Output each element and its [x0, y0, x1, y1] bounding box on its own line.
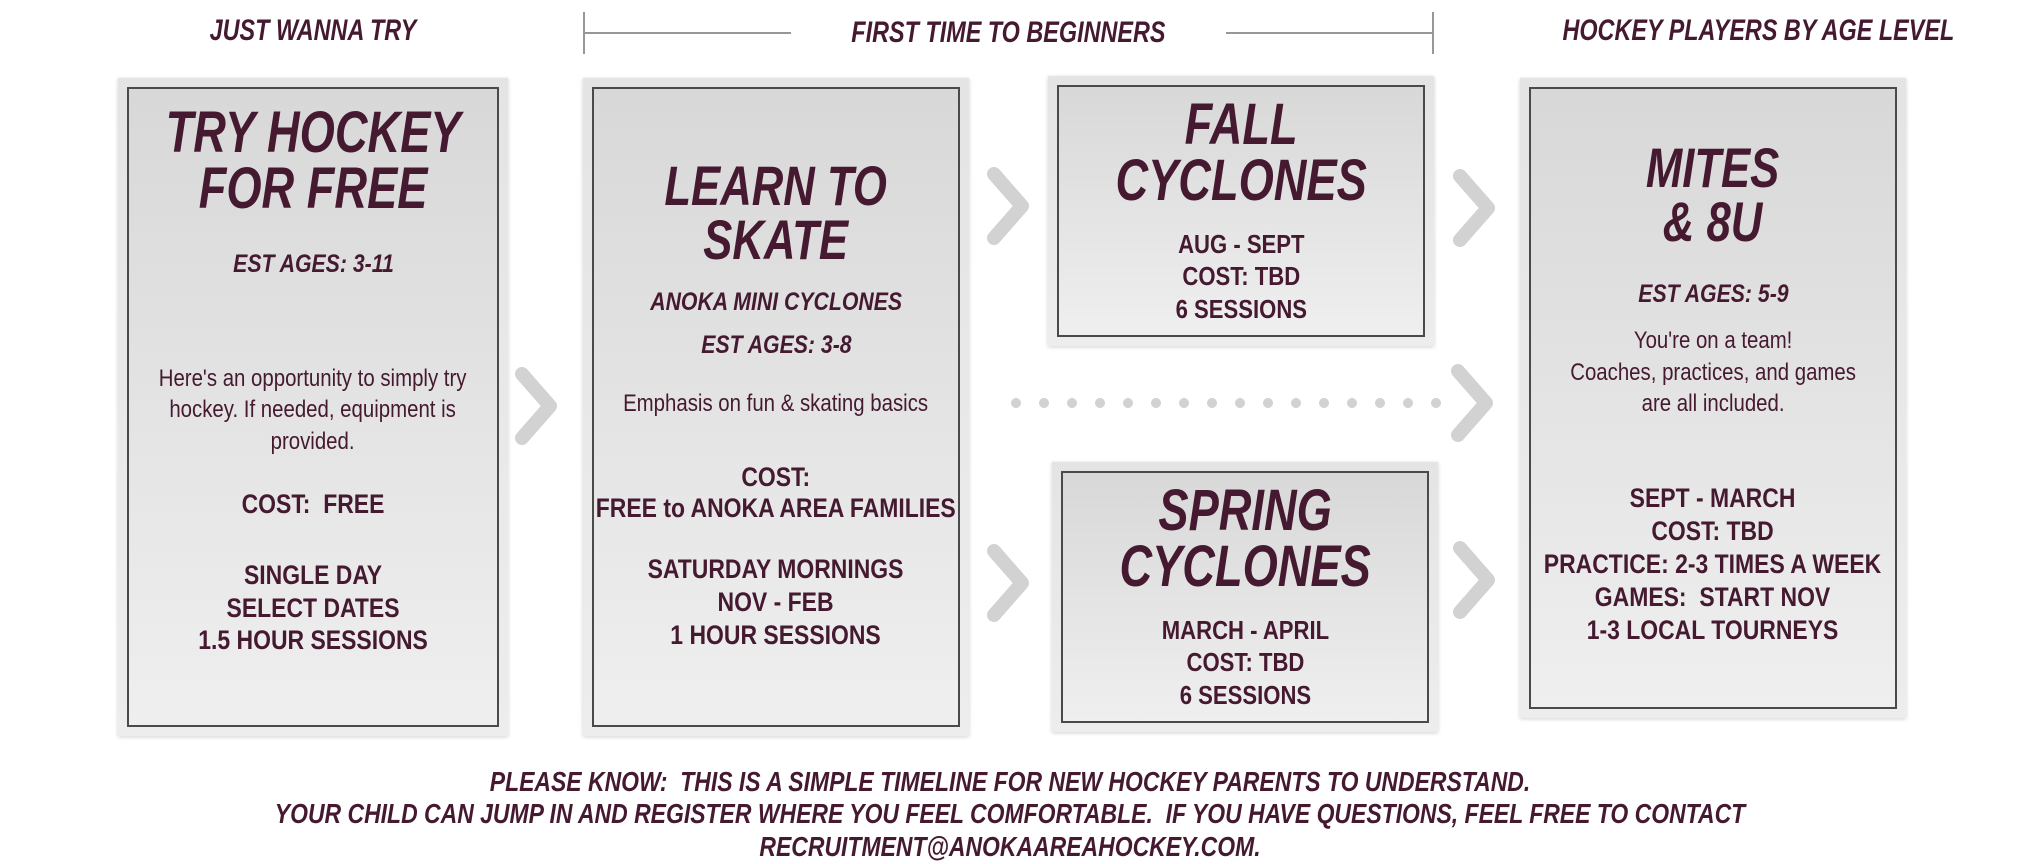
card-spring-title-line2: CYCLONES: [1119, 534, 1371, 600]
arrow-right-icon: [1452, 540, 1496, 620]
dotted-connector-line: [1002, 397, 1448, 409]
arrow-right-icon: [986, 543, 1030, 623]
description-line: Coaches, practices, and games: [1570, 358, 1856, 386]
card-try-hockey-title-line1: TRY HOCKEY: [165, 100, 461, 165]
card-learn-title-line2: SKATE: [703, 208, 849, 272]
detail-line: 6 SESSIONS: [1179, 679, 1311, 710]
card-spring-cyclones: [1052, 462, 1438, 732]
card-learn-to-skate: [583, 78, 969, 736]
card-spring-details: [1147, 614, 1344, 712]
bracket-line-left: [585, 32, 791, 34]
header-just-wanna-try-label: JUST WANNA TRY: [209, 14, 417, 47]
card-fall-title: [1080, 92, 1402, 214]
card-try-hockey-cost: [229, 488, 397, 520]
card-mites-description: [1545, 325, 1881, 421]
cost-line: FREE to ANOKA AREA FAMILIES: [596, 493, 956, 524]
detail-line: GAMES: START NOV: [1595, 582, 1831, 613]
card-try-hockey-ages-label: EST AGES: 3-11: [232, 249, 394, 278]
header-hockey-players: [1520, 14, 1955, 48]
description-line: are all included.: [1641, 390, 1785, 418]
card-fall-details: [1164, 228, 1319, 326]
card-learn-subtitle-label: ANOKA MINI CYCLONES: [650, 287, 902, 316]
card-try-hockey-cost-label: COST: FREE: [241, 489, 385, 520]
first-time-bracket: [583, 12, 1434, 54]
card-try-hockey-details: [178, 559, 448, 658]
arrow-right-icon: [514, 366, 558, 446]
detail-line: SEPT - MARCH: [1630, 483, 1796, 514]
detail-line: 6 SESSIONS: [1175, 293, 1307, 324]
detail-line: AUG - SEPT: [1177, 228, 1305, 259]
detail-line: MARCH - APRIL: [1161, 614, 1329, 645]
detail-line: COST: TBD: [1182, 261, 1300, 291]
header-first-time: [807, 16, 1210, 50]
arrow-right-icon: [1450, 363, 1494, 443]
detail-line: PRACTICE: 2-3 TIMES A WEEK: [1544, 549, 1882, 580]
detail-line: 1 HOUR SESSIONS: [670, 620, 882, 651]
card-fall-title-line2: CYCLONES: [1115, 148, 1367, 214]
card-try-hockey-title-line2: FOR FREE: [198, 156, 428, 222]
card-try-hockey-description: [133, 363, 493, 459]
detail-line: SATURDAY MORNINGS: [648, 554, 904, 585]
description-line: You're on a team!: [1633, 326, 1793, 354]
card-spring-title-line1: SPRING: [1158, 478, 1332, 543]
card-mites-title-line1: MITES: [1646, 136, 1780, 199]
footer-note-line2: YOUR CHILD CAN JUMP IN AND REGISTER WHERE YOU FEEL COMFORTABLE. IF YOU HAVE QUESTIONS, FEEL FREE TO CONTACT RECRUITMENT@ANOKAAREAHOCKEY.COM.: [274, 798, 1752, 862]
card-learn-description: [596, 388, 956, 420]
card-mites-title-line2: & 8U: [1663, 190, 1763, 254]
detail-line: COST: TBD: [1651, 516, 1775, 547]
header-just-wanna-try: [118, 14, 508, 48]
card-mites-ages-label: EST AGES: 5-9: [1637, 279, 1789, 308]
card-try-hockey-for-free: [118, 78, 508, 736]
card-learn-cost: [592, 462, 960, 526]
card-try-hockey-description-text: Here's an opportunity to simply try hockey. If needed, equipment is provided.: [159, 364, 467, 456]
cost-line: COST:: [741, 461, 811, 492]
card-learn-details: [625, 553, 926, 652]
header-first-time-label: FIRST TIME TO BEGINNERS: [851, 16, 1166, 49]
arrow-right-icon: [1452, 168, 1496, 248]
card-fall-cyclones: [1048, 76, 1434, 346]
detail-line: 1.5 HOUR SESSIONS: [198, 625, 428, 656]
detail-line: 1-3 LOCAL TOURNEYS: [1587, 615, 1839, 646]
footer-note-line1: PLEASE KNOW: THIS IS A SIMPLE TIMELINE FOR NEW HOCKEY PARENTS TO UNDERSTAND.: [489, 766, 1531, 797]
card-spring-title: [1084, 478, 1406, 600]
card-try-hockey-ages: [219, 250, 408, 279]
bracket-line-right: [1226, 32, 1432, 34]
card-try-hockey-title: [127, 100, 499, 222]
card-learn-subtitle: [628, 288, 924, 317]
card-learn-title: [633, 154, 918, 272]
card-mites-details: [1529, 482, 1897, 647]
detail-line: NOV - FEB: [717, 587, 835, 618]
header-hockey-players-label: HOCKEY PLAYERS BY AGE LEVEL: [1562, 14, 1955, 47]
card-learn-ages: [688, 331, 865, 360]
card-fall-title-line1: FALL: [1184, 92, 1298, 157]
detail-line: COST: TBD: [1186, 647, 1304, 677]
card-learn-title-line1: LEARN TO: [664, 154, 888, 217]
card-learn-description-text: Emphasis on fun & skating basics: [623, 389, 929, 417]
card-mites-title: [1627, 136, 1798, 254]
footer-note: [0, 766, 2020, 863]
card-learn-ages-label: EST AGES: 3-8: [700, 330, 852, 359]
arrow-right-icon: [986, 166, 1030, 246]
card-mites-8u: [1520, 78, 1906, 718]
detail-line: SINGLE DAY: [243, 559, 383, 590]
detail-line: SELECT DATES: [226, 592, 400, 623]
card-mites-ages: [1625, 280, 1802, 309]
